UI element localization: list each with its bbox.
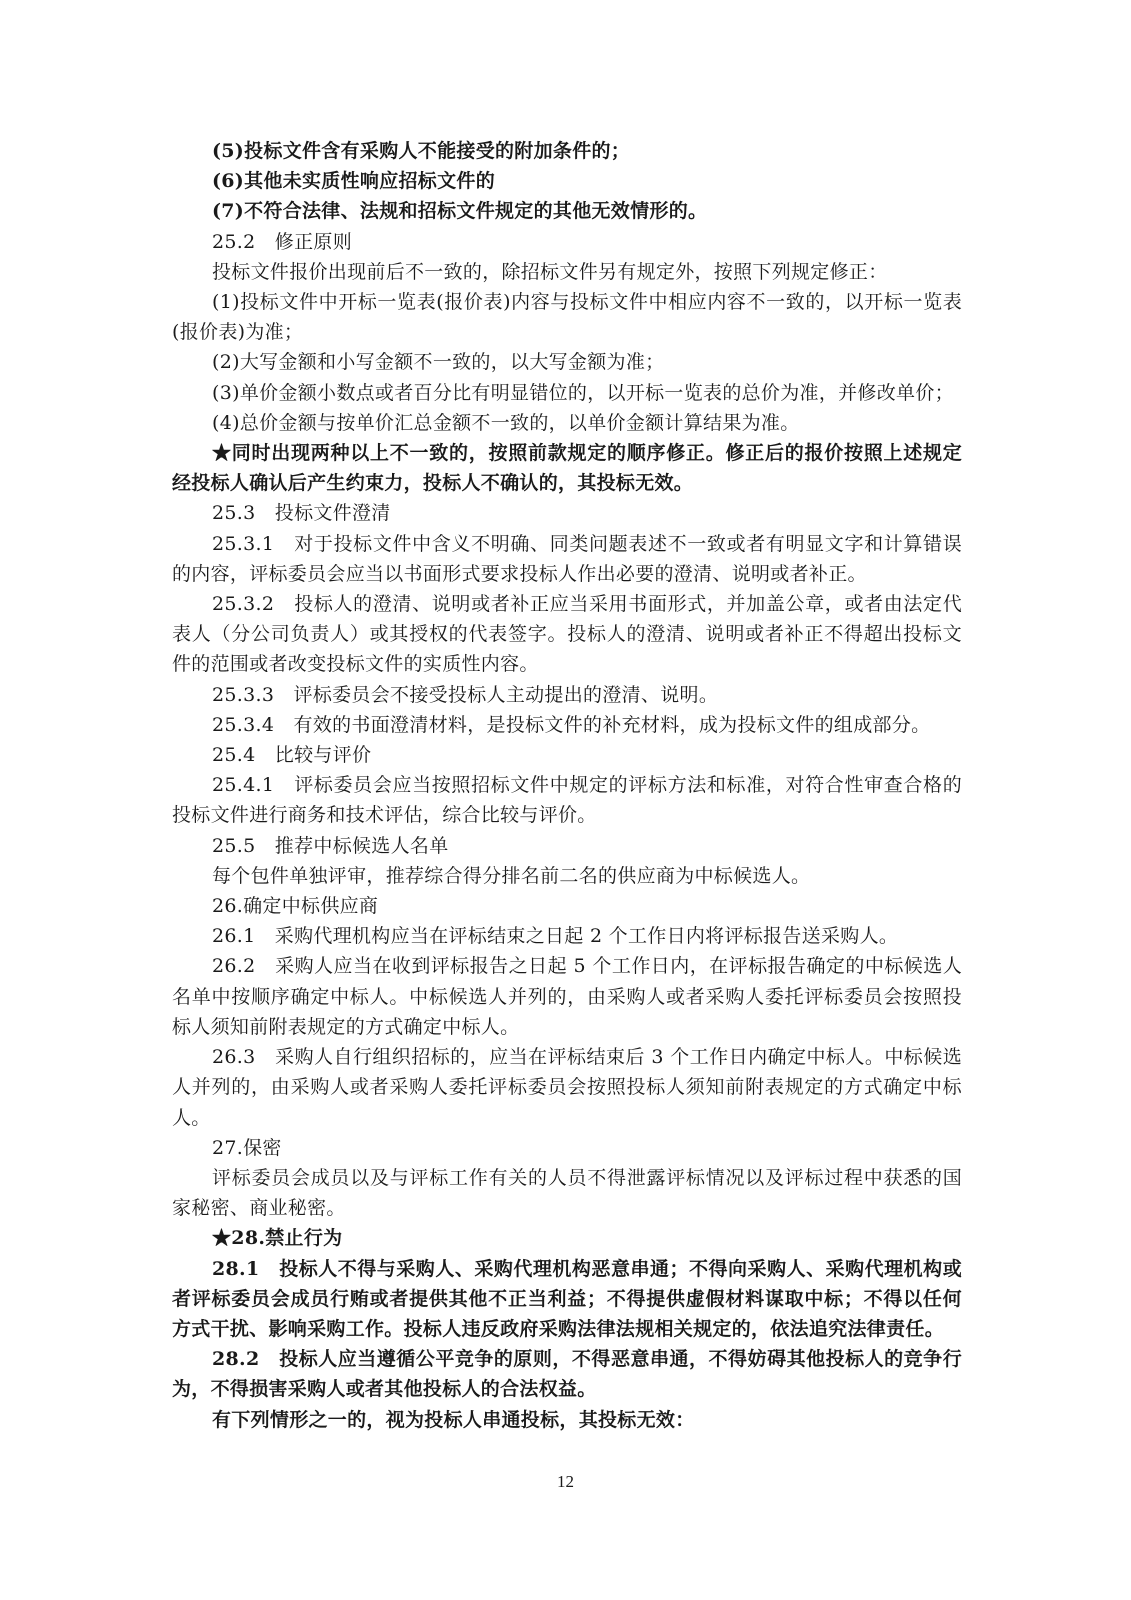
paragraph: 28.2 投标人应当遵循公平竞争的原则，不得恶意串通，不得妨碍其他投标人的竞争行为，不得损害采购人或者其他投标人的合法权益。 [172, 1348, 962, 1401]
paragraph: 25.3.4 有效的书面澄清材料，是投标文件的补充材料，成为投标文件的组成部分。 [212, 713, 931, 736]
paragraph: 27.保密 [212, 1136, 282, 1159]
paragraph: (2)大写金额和小写金额不一致的，以大写金额为准； [212, 351, 665, 374]
paragraph: 26.确定中标供应商 [212, 895, 379, 918]
paragraph: 25.4 比较与评价 [212, 744, 372, 767]
paragraph: 25.5 推荐中标候选人名单 [212, 834, 449, 857]
paragraph: (4)总价金额与按单价汇总金额不一致的，以单价金额计算结果为准。 [212, 411, 800, 434]
paragraph: (5)投标文件含有采购人不能接受的附加条件的； [212, 140, 631, 162]
paragraph: 有下列情形之一的，视为投标人串通投标，其投标无效： [212, 1408, 695, 1431]
page-number: 12 [557, 1472, 574, 1491]
paragraph: 25.3.1 对于投标文件中含义不明确、同类问题表述不一致或者有明显文字和计算错误的内容，评标委员会应当以书面形式要求投标人作出必要的澄清、说明或者补正。 [172, 532, 962, 585]
paragraph: (1)投标文件中开标一览表(报价表)内容与投标文件中相应内容不一致的，以开标一览表(报价表)为准； [172, 291, 962, 344]
paragraph: 25.2 修正原则 [212, 230, 353, 253]
paragraph: (7)不符合法律、法规和招标文件规定的其他无效情形的。 [212, 200, 708, 223]
paragraph: 26.1 采购代理机构应当在评标结束之日起 2 个工作日内将评标报告送采购人。 [212, 925, 899, 948]
paragraph: ★28.禁止行为 [212, 1227, 343, 1250]
paragraph: 26.3 采购人自行组织招标的，应当在评标结束后 3 个工作日内确定中标人。中标候选人并列的，由采购人或者采购人委托评标委员会按照投标人须知前附表规定的方式确定中标人。 [172, 1046, 962, 1129]
paragraph: 25.3.3 评标委员会不接受投标人主动提出的澄清、说明。 [212, 683, 719, 706]
paragraph: (3)单价金额小数点或者百分比有明显错位的，以开标一览表的总价为准，并修改单价； [212, 381, 954, 404]
paragraph: 26.2 采购人应当在收到评标报告之日起 5 个工作日内，在评标报告确定的中标候选人名单中按顺序确定中标人。中标候选人并列的，由采购人或者采购人委托评标委员会按照投标人须知前附表规定的方式确定中标人。 [172, 955, 962, 1038]
paragraph: 25.4.1 评标委员会应当按照招标文件中规定的评标方法和标准，对符合性审查合格的投标文件进行商务和技术评估，综合比较与评价。 [172, 774, 962, 827]
paragraph: 投标文件报价出现前后不一致的，除招标文件另有规定外，按照下列规定修正： [212, 260, 888, 283]
paragraph: 评标委员会成员以及与评标工作有关的人员不得泄露评标情况以及评标过程中获悉的国家秘密、商业秘密。 [172, 1166, 962, 1220]
paragraph: (6)其他未实质性响应招标文件的 [212, 170, 496, 193]
paragraph: 每个包件单独评审，推荐综合得分排名前二名的供应商为中标候选人。 [212, 864, 811, 887]
document-body [172, 136, 962, 1435]
paragraph: ★同时出现两种以上不一致的，按照前款规定的顺序修正。修正后的报价按照上述规定经投标人确认后产生约束力，投标人不确认的，其投标无效。 [172, 442, 962, 495]
paragraph: 28.1 投标人不得与采购人、采购代理机构恶意串通；不得向采购人、采购代理机构或者评标委员会成员行贿或者提供其他不正当利益；不得提供虚假材料谋取中标；不得以任何方式干扰、影响采购工作。投标人违反政府采购法律法规相关规定的，依法追究法律责任。 [172, 1257, 962, 1340]
paragraph: 25.3 投标文件澄清 [212, 502, 391, 525]
paragraph: 25.3.2 投标人的澄清、说明或者补正应当采用书面形式，并加盖公章，或者由法定代表人（分公司负责人）或其授权的代表签字。投标人的澄清、说明或者补正不得超出投标文件的范围或者改变投标文件的实质性内容。 [172, 593, 962, 676]
